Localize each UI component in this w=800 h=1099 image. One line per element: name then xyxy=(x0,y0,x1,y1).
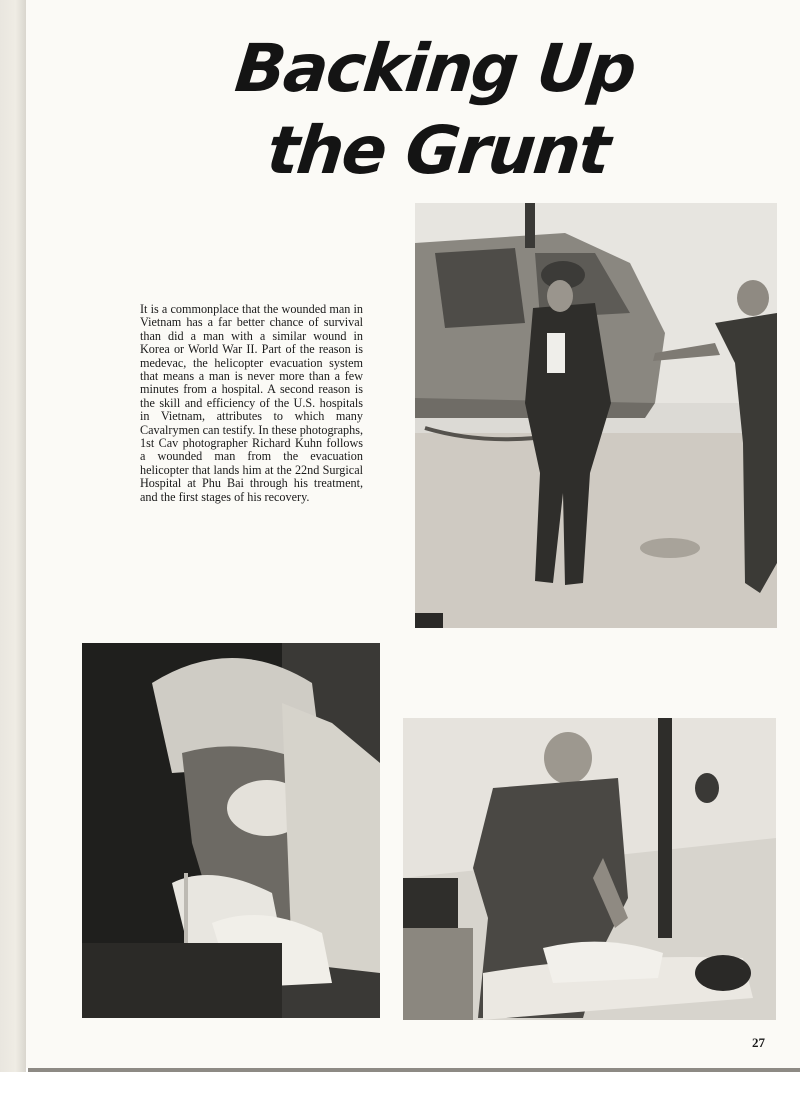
page-number: 27 xyxy=(752,1035,765,1050)
medic-treating-patient-photo xyxy=(403,718,776,1020)
helicopter-evacuation-photo xyxy=(415,203,777,628)
headline-line-1: Backing Up xyxy=(231,30,639,107)
headline-line-2: the Grunt xyxy=(263,112,613,189)
scan-margin xyxy=(0,1072,800,1099)
surgeon-operating-photo xyxy=(82,643,380,1018)
intro-paragraph: It is a commonplace that the wounded man in Vietnam has a far better chance of survival than did a man with a similar wound in Korea or World War II. Part of the reason is medevac, the helicopter evacuation system that means a man is never more than a few minutes from a hospital. A second reason is the skill and efficiency of the U.S. hospitals in Vietnam, attributes to which many Cavalrymen can testify. In these photographs, 1st Cav photographer Richard Kuhn follows a wounded man from the evacuation helicopter that lands him at the 22nd Surgical Hospital at Phu Bai through his treatment, and the first stages of his recovery. xyxy=(140,302,363,504)
binding-edge xyxy=(0,0,26,1072)
